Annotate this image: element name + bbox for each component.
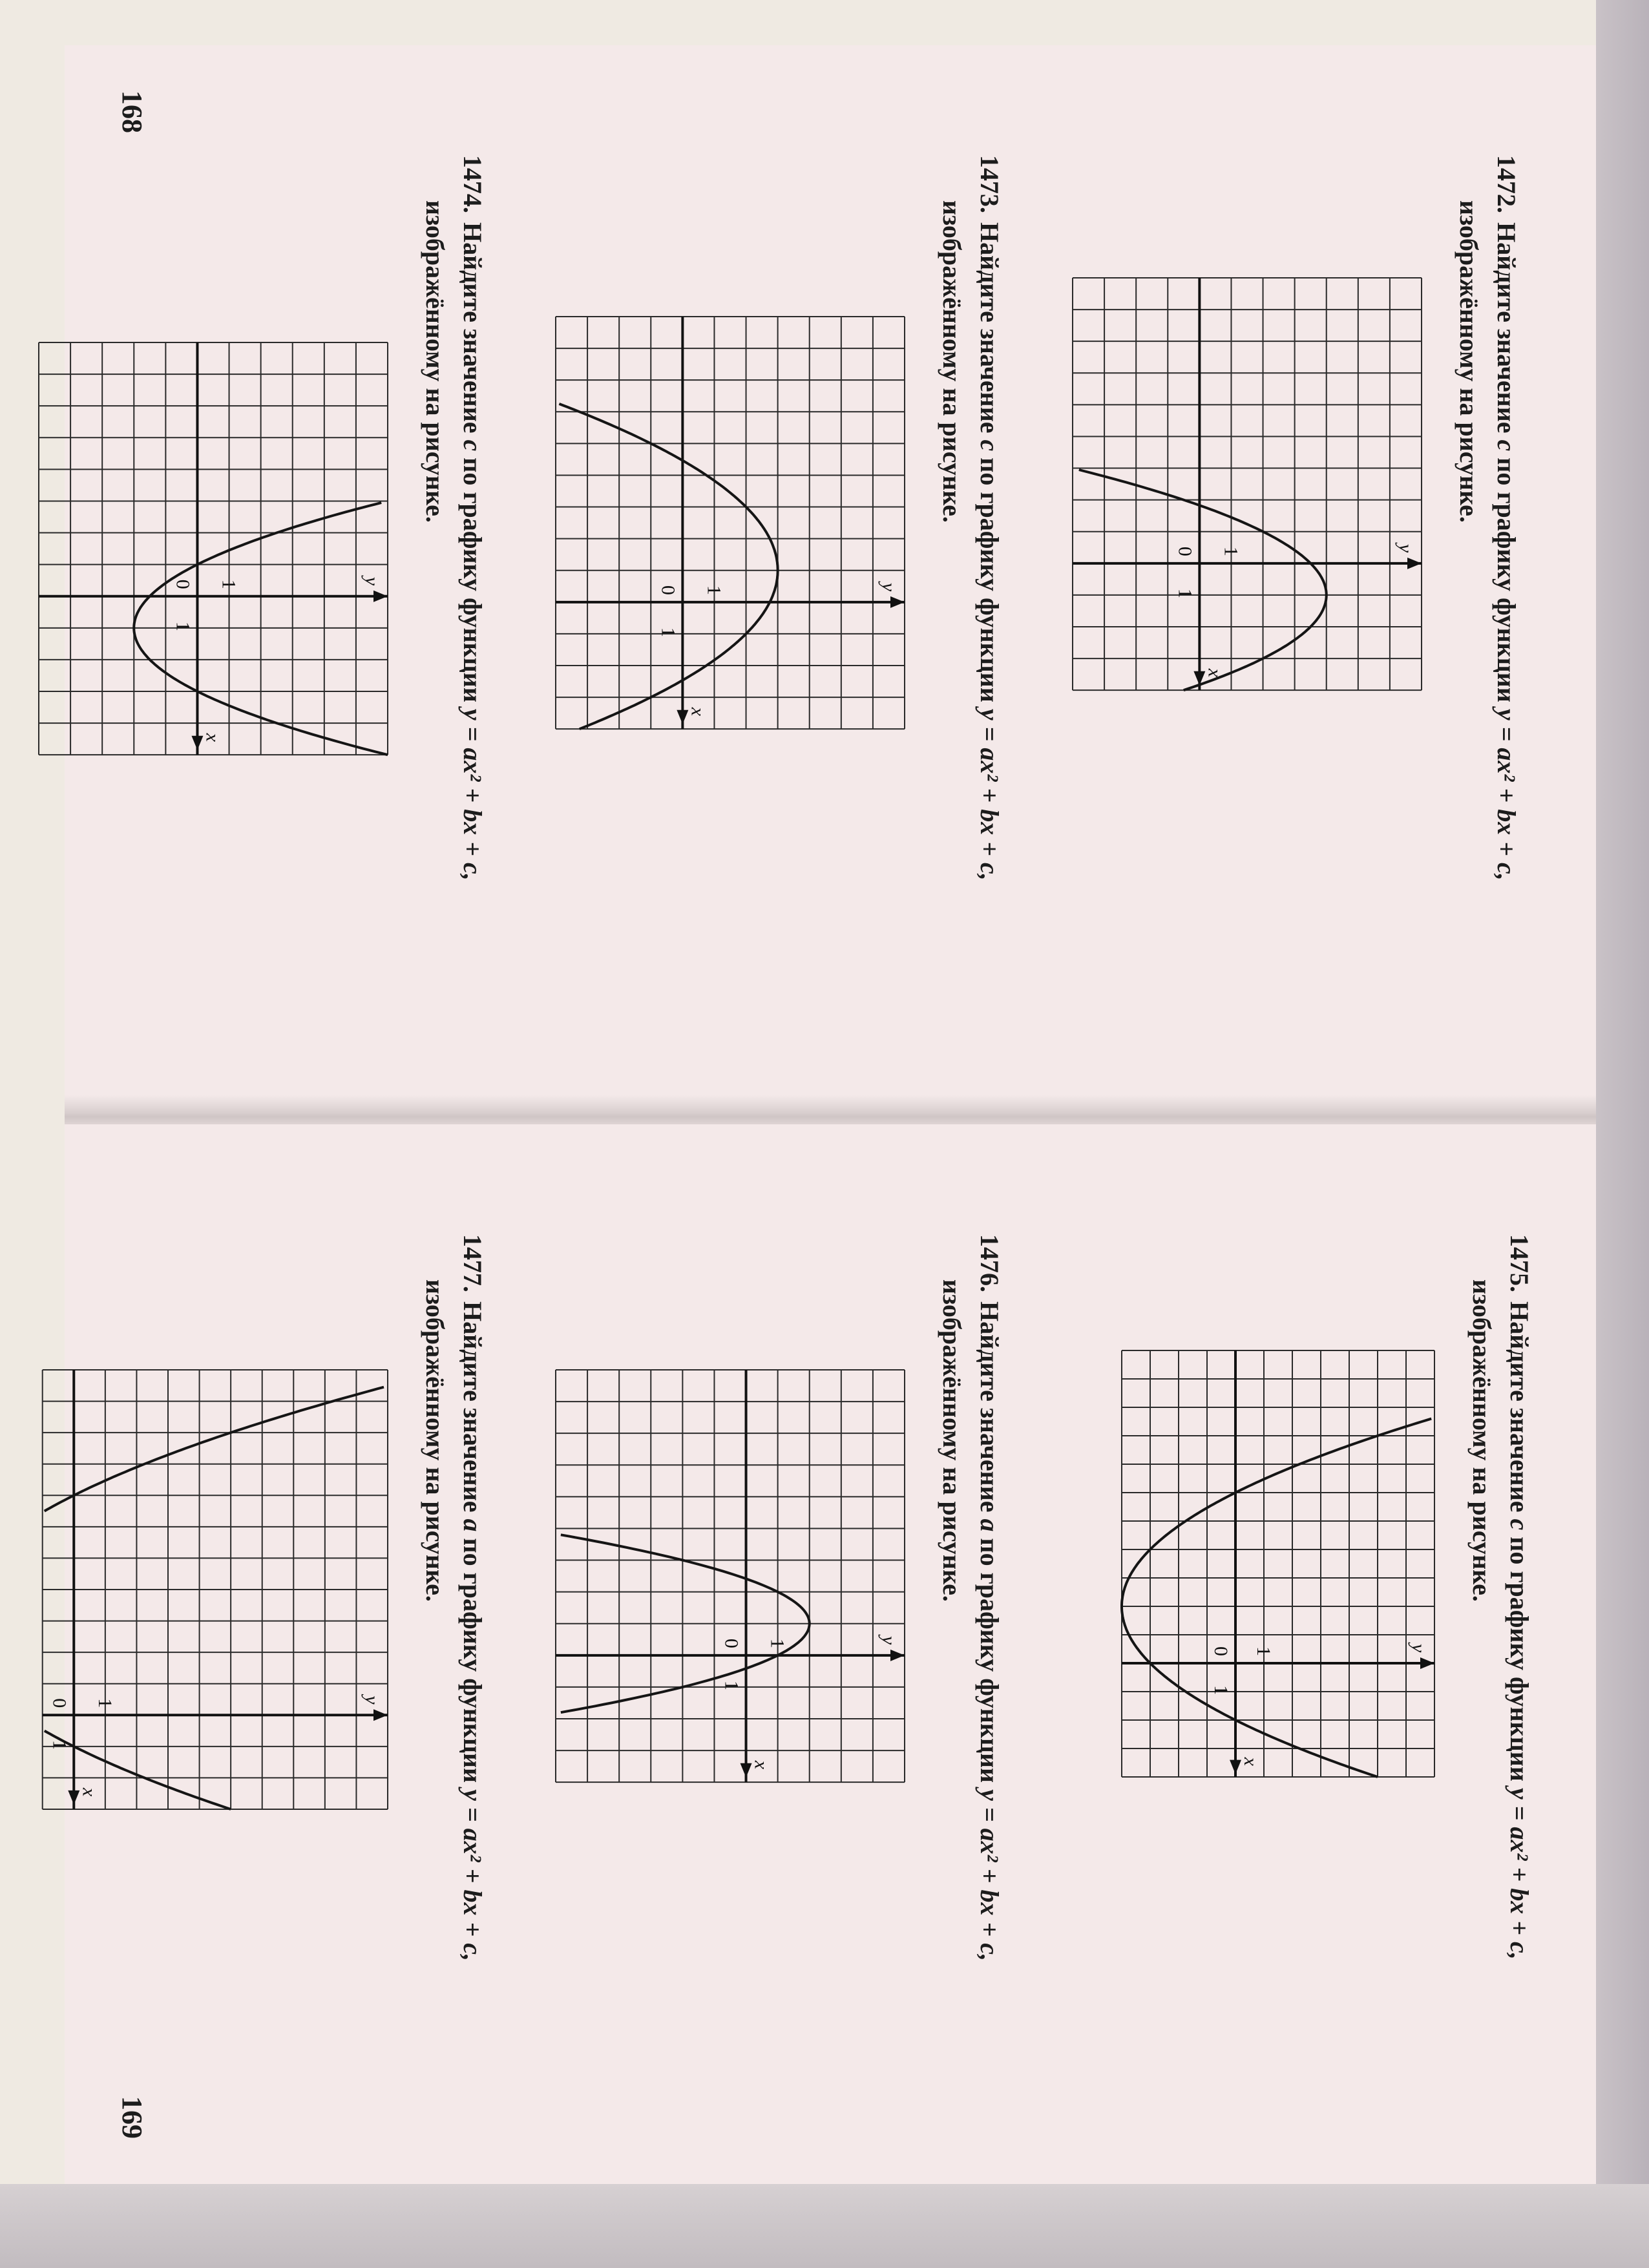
y-unit-label: 1 <box>218 579 240 589</box>
variable: c <box>458 439 487 452</box>
problem-number: 1476. <box>975 1234 1004 1292</box>
x-axis-label: x <box>78 1787 100 1797</box>
y-axis-arrow <box>1420 1657 1434 1669</box>
graph-1476 <box>543 1357 918 1809</box>
x-unit-label: 1 <box>1210 1685 1232 1695</box>
variable: c <box>1505 1518 1534 1531</box>
text-suffix: по графику функции <box>458 1531 487 1790</box>
x-axis-label: x <box>1204 668 1226 678</box>
problem-1474 <box>416 155 491 1060</box>
x-unit-label: 1 <box>48 1739 70 1750</box>
problem-number: 1473. <box>975 155 1004 213</box>
y-axis-arrow <box>373 591 388 602</box>
variable: a <box>458 1518 487 1532</box>
problem-text <box>971 155 1008 1060</box>
text-suffix: по графику функции <box>975 1531 1004 1790</box>
y-axis-label: y <box>1395 543 1416 553</box>
origin-label: 0 <box>720 1638 742 1648</box>
variable: c <box>1492 439 1521 452</box>
x-unit-label: 1 <box>720 1680 742 1690</box>
page-number: 169 <box>116 2096 148 2139</box>
problem-text-line2: изображённому на рисунке. <box>938 1279 967 1602</box>
graph-1473 <box>543 304 918 756</box>
y-axis-arrow <box>890 1650 905 1661</box>
graph-1477 <box>26 1357 401 1822</box>
problem-1475 <box>1463 1234 1538 2139</box>
parabola-curve <box>1122 1419 1431 1777</box>
problem-1473 <box>933 155 1008 1060</box>
formula: y = ax² + bx + c, <box>975 708 1004 881</box>
origin-label: 0 <box>1210 1646 1232 1656</box>
graph-1475 <box>1060 1338 1447 1790</box>
problem-number: 1475. <box>1505 1234 1534 1292</box>
problem-text-line2: изображённому на рисунке. <box>1455 200 1484 523</box>
parabola-curve <box>1079 470 1327 690</box>
text-prefix: Найдите значение <box>458 1301 487 1519</box>
y-axis-arrow <box>890 596 905 608</box>
x-axis-label: x <box>687 707 709 717</box>
problem-number: 1472. <box>1492 155 1521 213</box>
text-suffix: по графику функции <box>975 451 1004 709</box>
formula: y = ax² + bx + c, <box>1492 708 1521 881</box>
x-unit-label: 1 <box>1174 588 1196 598</box>
y-axis-arrow <box>1407 558 1422 569</box>
graph-1474 <box>26 330 401 782</box>
page-168 <box>65 45 1602 1105</box>
y-unit-label: 1 <box>703 585 725 595</box>
y-axis-label: y <box>878 1635 899 1645</box>
text-prefix: Найдите значение <box>975 222 1004 440</box>
origin-label: 0 <box>657 585 679 595</box>
origin-label: 0 <box>1174 546 1196 556</box>
text-prefix: Найдите значение <box>1492 222 1521 440</box>
x-axis-label: x <box>750 1760 772 1770</box>
problem-text-line2: изображённому на рисунке. <box>421 200 450 523</box>
x-unit-label: 1 <box>657 627 679 637</box>
text-prefix: Найдите значение <box>975 1301 1004 1519</box>
text-suffix: по графику функции <box>1492 451 1521 709</box>
parabola-curve <box>559 404 777 729</box>
problem-1476 <box>933 1234 1008 2139</box>
problem-text <box>454 1234 491 2139</box>
page-number: 168 <box>116 90 148 133</box>
y-axis-label: y <box>1408 1644 1429 1653</box>
y-axis-arrow <box>373 1709 388 1721</box>
problem-number: 1474. <box>458 155 487 213</box>
problem-text <box>454 155 491 1060</box>
y-unit-label: 1 <box>1253 1646 1274 1656</box>
graph-1472 <box>1060 265 1434 717</box>
x-unit-label: 1 <box>172 621 194 631</box>
y-unit-label: 1 <box>1220 546 1242 556</box>
variable: c <box>975 439 1004 452</box>
y-unit-label: 1 <box>766 1638 788 1648</box>
problem-1477 <box>416 1234 491 2139</box>
page-169 <box>48 1124 1602 2184</box>
formula: y = ax² + bx + c, <box>458 708 487 881</box>
origin-label: 0 <box>48 1698 70 1708</box>
problem-text-line2: изображённому на рисунке. <box>938 200 967 523</box>
book-spread <box>48 45 1602 2184</box>
problem-text <box>1500 1234 1538 2139</box>
formula: y = ax² + bx + c, <box>458 1789 487 1961</box>
x-axis-label: x <box>202 733 224 742</box>
y-unit-label: 1 <box>94 1698 116 1708</box>
text-prefix: Найдите значение <box>458 222 487 440</box>
y-axis-label: y <box>361 576 383 586</box>
scanner-bottom-shadow <box>0 2184 1649 2268</box>
text-suffix: по графику функции <box>1505 1530 1534 1788</box>
text-suffix: по графику функции <box>458 451 487 709</box>
problem-text-line2: изображённому на рисунке. <box>1467 1279 1497 1602</box>
problem-1472 <box>1450 155 1525 1060</box>
formula: y = ax² + bx + c, <box>975 1789 1004 1961</box>
problem-text-line2: изображённому на рисунке. <box>421 1279 450 1602</box>
origin-label: 0 <box>172 579 194 589</box>
y-axis-label: y <box>361 1696 383 1705</box>
y-axis-label: y <box>878 582 899 592</box>
scanner-edge-shadow <box>1596 0 1649 2268</box>
formula: y = ax² + bx + c, <box>1505 1787 1534 1960</box>
variable: a <box>975 1518 1004 1532</box>
text-prefix: Найдите значение <box>1505 1301 1534 1519</box>
x-axis-label: x <box>1240 1757 1261 1766</box>
problem-text <box>971 1234 1008 2139</box>
problem-text <box>1487 155 1525 1060</box>
problem-number: 1477. <box>458 1234 487 1292</box>
